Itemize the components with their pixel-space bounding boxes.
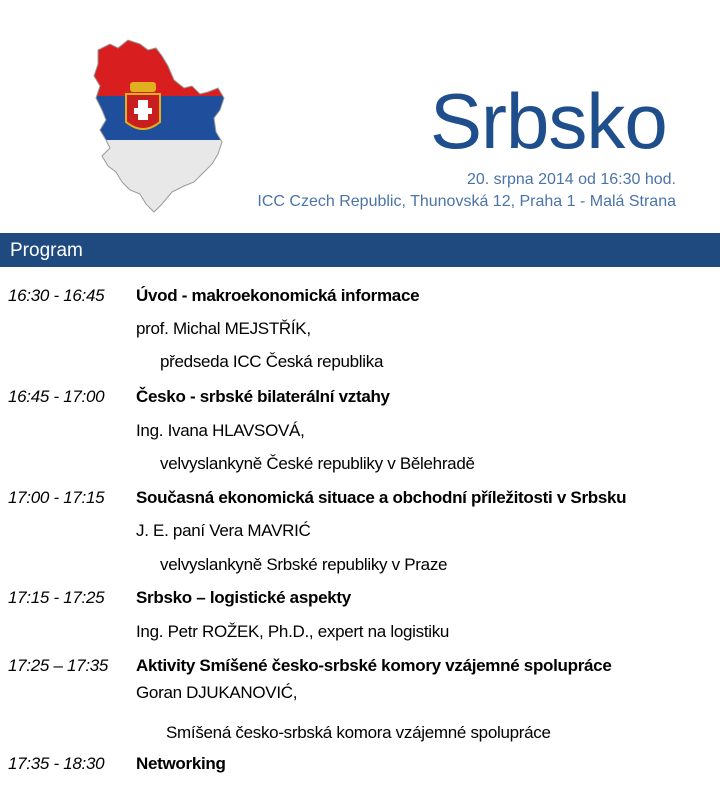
- agenda-topic: Aktivity Smíšené česko-srbské komory vzájemné spolupráce: [136, 656, 612, 675]
- agenda-role: Smíšená česko-srbská komora vzájemné spolupráce: [166, 723, 551, 742]
- agenda-time: 17:25 – 17:35: [8, 656, 109, 675]
- event-venue: ICC Czech Republic, Thunovská 12, Praha 1 - Malá Strana: [257, 193, 676, 210]
- agenda-item: [0, 588, 720, 618]
- agenda-time: 17:15 - 17:25: [8, 588, 105, 607]
- agenda-topic: Networking: [136, 754, 226, 773]
- page-title: Srbsko: [430, 77, 667, 165]
- event-date: 20. srpna 2014 od 16:30 hod.: [466, 171, 676, 188]
- serbia-map-flag-icon: [88, 36, 228, 214]
- agenda-topic: Česko - srbské bilaterální vztahy: [136, 387, 390, 406]
- agenda-item: [0, 656, 720, 686]
- program-header-bar: [0, 233, 720, 267]
- agenda-item: [0, 286, 720, 316]
- agenda-time: 16:30 - 16:45: [8, 286, 105, 305]
- agenda-time: 17:35 - 18:30: [8, 754, 105, 773]
- agenda-item: [0, 754, 720, 784]
- agenda-role: velvyslankyně Srbské republiky v Praze: [160, 555, 448, 574]
- agenda-topic: Úvod - makroekonomická informace: [136, 286, 420, 305]
- agenda-topic: Současná ekonomická situace a obchodní příležitosti v Srbsku: [136, 488, 627, 507]
- agenda-item: [0, 488, 720, 518]
- agenda-speaker: Ing. Petr ROŽEK, Ph.D., expert na logistiku: [136, 622, 450, 641]
- program-heading: Program: [10, 240, 83, 261]
- agenda-item: [0, 387, 720, 417]
- agenda-speaker: J. E. paní Vera MAVRIĆ: [136, 521, 311, 540]
- agenda-role: předseda ICC Česká republika: [160, 352, 384, 371]
- agenda-time: 16:45 - 17:00: [8, 387, 105, 406]
- agenda-role: velvyslankyně České republiky v Bělehradě: [160, 454, 475, 473]
- agenda-speaker: Goran DJUKANOVIĆ,: [136, 683, 298, 702]
- agenda-speaker: prof. Michal MEJSTŘÍK,: [136, 319, 311, 338]
- agenda-speaker: Ing. Ivana HLAVSOVÁ,: [136, 421, 305, 440]
- agenda-time: 17:00 - 17:15: [8, 488, 105, 507]
- agenda-topic: Srbsko – logistické aspekty: [136, 588, 351, 607]
